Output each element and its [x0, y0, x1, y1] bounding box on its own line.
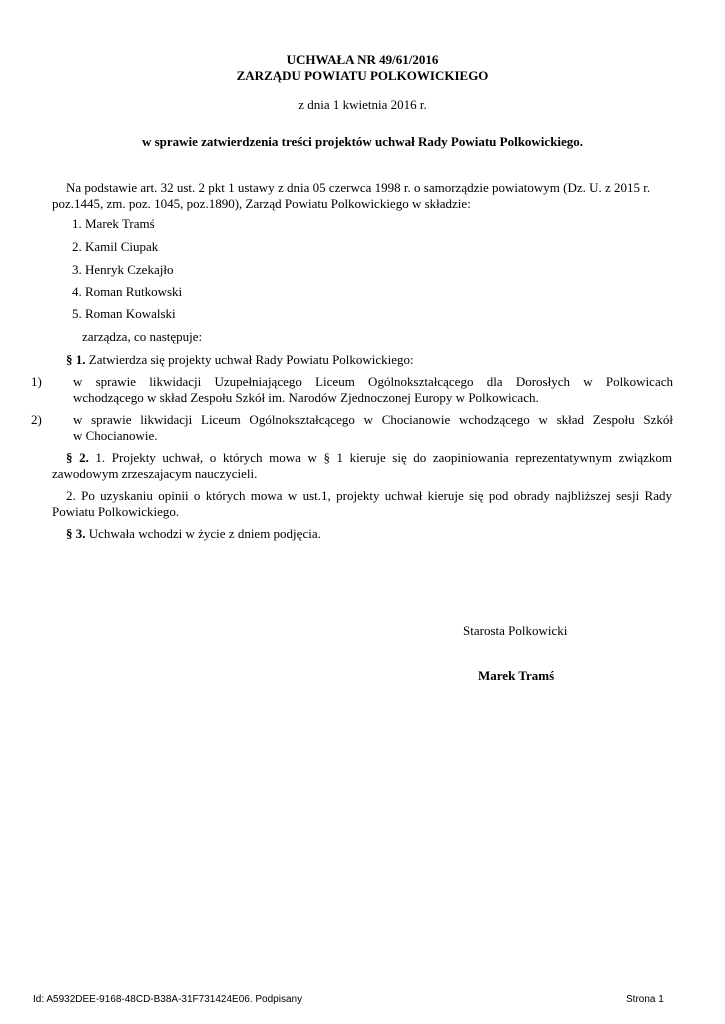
list-item-2-line-2: w Chocianowie.: [73, 428, 158, 443]
list-item-1-line-1: w sprawie likwidacji Uzupełniającego Liceum Ogólnokształcącego dla Dorosłych w Polkowicach: [73, 374, 673, 389]
section-3-mark: § 3.: [66, 526, 86, 541]
member-item: 2. Kamil Ciupak: [72, 239, 159, 254]
page-number: Strona 1: [626, 994, 664, 1005]
signature-role: Starosta Polkowicki: [463, 623, 568, 638]
decides-line: zarządza, co następuje:: [82, 329, 203, 344]
section-2-text: 1. Projekty uchwał, o których mowa w § 1 kieruje się do zaopiniowania reprezentatywnym związkom: [88, 450, 673, 465]
section-2-mark: § 2.: [66, 450, 89, 465]
section-2-line-2: zawodowym zrzeszajacym nauczycieli.: [52, 466, 258, 481]
document-date: z dnia 1 kwietnia 2016 r.: [298, 97, 427, 112]
section-2-line-1: [66, 450, 672, 466]
intro-line-2: poz.1445, zm. poz. 1045, poz.1890), Zarząd Powiatu Polkowickiego w składzie:: [52, 196, 471, 211]
section-3-text: Uchwała wchodzi w życie z dniem podjęcia.: [85, 526, 321, 541]
section-1: [66, 352, 414, 368]
intro-line-1: Na podstawie art. 32 ust. 2 pkt 1 ustawy z dnia 05 czerwca 1998 r. o samorządzie powiatowym (Dz. U. z 2015 r.: [66, 180, 651, 195]
section-2-point-2-line-2: Powiatu Polkowickiego.: [52, 504, 180, 519]
section-2-point-2-line-1: 2. Po uzyskaniu opinii o których mowa w ust.1, projekty uchwał kieruje się pod obrady najbliższej sesji Rady: [66, 488, 672, 503]
list-item-2-line-1: w sprawie likwidacji Liceum Ogólnokształcącego w Chocianowie wchodzącego w skład Zespołu Szkół: [73, 412, 673, 427]
list-item-2-number: 2): [31, 412, 42, 427]
section-1-text: Zatwierdza się projekty uchwał Rady Powiatu Polkowickiego:: [85, 352, 414, 367]
member-item: 5. Roman Kowalski: [72, 306, 176, 321]
member-item: 4. Roman Rutkowski: [72, 284, 183, 299]
list-item-1-number: 1): [31, 374, 42, 389]
list-item-1-line-2: wchodzącego w skład Zespołu Szkół im. Narodów Zjednoczonej Europy w Polkowicach.: [73, 390, 539, 405]
document-id: Id: A5932DEE-9168-48CD-B38A-31F731424E06. Podpisany: [33, 994, 303, 1005]
section-1-mark: § 1.: [66, 352, 86, 367]
signature-name: Marek Tramś: [478, 668, 555, 683]
section-3: [66, 526, 321, 542]
member-item: 3. Henryk Czekajło: [72, 262, 174, 277]
issuing-body: ZARZĄDU POWIATU POLKOWICKIEGO: [236, 68, 489, 83]
document-title: UCHWAŁA NR 49/61/2016: [286, 52, 439, 67]
member-item: 1. Marek Tramś: [72, 216, 155, 231]
document-subject: w sprawie zatwierdzenia treści projektów uchwał Rady Powiatu Polkowickiego.: [141, 134, 584, 149]
